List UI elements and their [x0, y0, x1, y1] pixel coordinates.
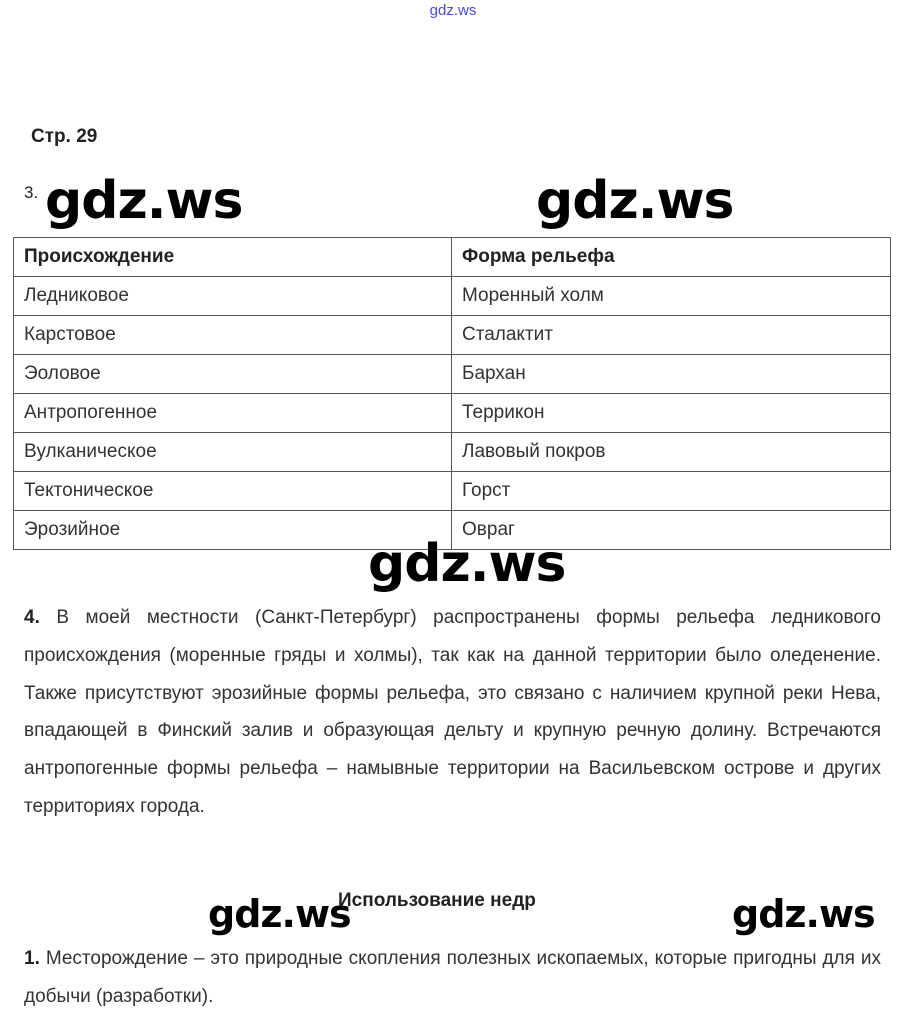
task-4-text: В моей местности (Санкт-Петербург) распространены формы рельефа ледникового происхождения (моренные гряды и холмы), так как на данной территории было оледенение. Также присутствуют эрозийные формы рельефа, это связано с наличием крупной реки Нева, впадающей в Финский залив и образующая дельту и крупную речную долину. Встречаются антропогенные формы рельефа – намывные территории на Васильевском острове и других территориях города. [24, 607, 882, 817]
site-link[interactable]: gdz.ws [429, 2, 477, 19]
watermark: gdz.ws [536, 171, 734, 231]
page-number-heading: Стр. 29 [31, 126, 98, 147]
relief-table [13, 237, 891, 550]
watermark: gdz.ws [208, 892, 351, 936]
table-header-row [14, 238, 891, 277]
origin-cell: Эоловое [14, 355, 452, 394]
watermark: gdz.ws [45, 171, 243, 231]
section-task-1-number: 1. [24, 948, 40, 969]
landform-cell: Моренный холм [452, 277, 891, 316]
table-row [14, 394, 891, 433]
watermark: gdz.ws [732, 892, 875, 936]
column-header-landform: Форма рельефа [452, 238, 891, 277]
section-title: Использование недр [338, 890, 536, 911]
table-row [14, 472, 891, 511]
landform-cell: Террикон [452, 394, 891, 433]
table-row [14, 433, 891, 472]
task-4-paragraph [24, 599, 881, 826]
table-row [14, 355, 891, 394]
landform-cell: Лавовый покров [452, 433, 891, 472]
table-row [14, 277, 891, 316]
origin-cell: Эрозийное [14, 511, 452, 550]
table-row [14, 316, 891, 355]
task-4-number: 4. [24, 607, 40, 628]
origin-cell: Ледниковое [14, 277, 452, 316]
landform-cell: Бархан [452, 355, 891, 394]
section-task-1-text: Месторождение – это природные скопления полезных ископаемых, которые пригодны для их добычи (разработки). [24, 948, 881, 1007]
origin-cell: Карстовое [14, 316, 452, 355]
section-task-1-paragraph [24, 940, 881, 1016]
landform-cell: Горст [452, 472, 891, 511]
landform-cell: Сталактит [452, 316, 891, 355]
task-3-number: 3. [24, 183, 39, 202]
column-header-origin: Происхождение [14, 238, 452, 277]
origin-cell: Вулканическое [14, 433, 452, 472]
landform-cell: Овраг [452, 511, 891, 550]
origin-cell: Антропогенное [14, 394, 452, 433]
origin-cell: Тектоническое [14, 472, 452, 511]
watermark: gdz.ws [368, 534, 566, 594]
